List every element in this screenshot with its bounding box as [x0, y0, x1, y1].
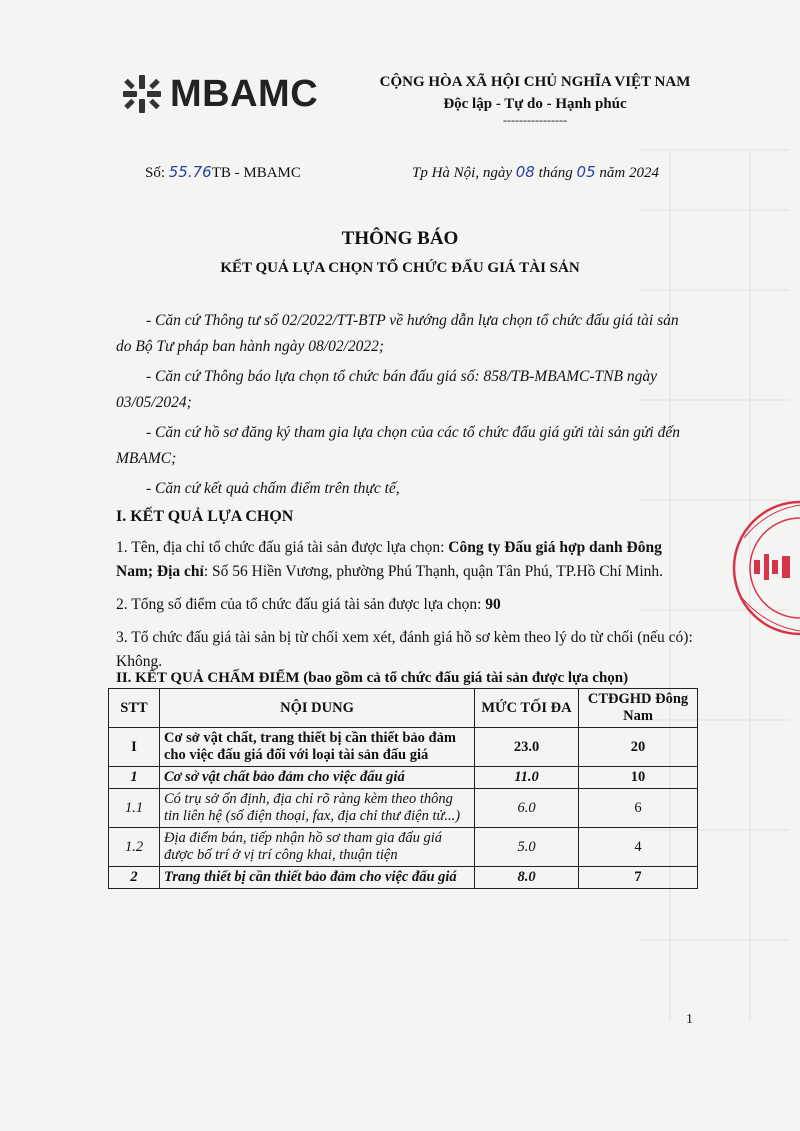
table-row: 1.1 Có trụ sở ổn định, địa chỉ rõ ràng kèm theo thông tin liên hệ (số điện thoại, fax, địa chỉ thư điện tử...) 6.0 6 — [109, 789, 698, 828]
header-content: NỘI DUNG — [160, 689, 475, 728]
page-number: 1 — [686, 1012, 693, 1027]
national-title: CỘNG HÒA XÃ HỘI CHỦ NGHĨA VIỆT NAM — [379, 74, 691, 90]
document-subtitle: KẾT QUẢ LỰA CHỌN TỔ CHỨC ĐẤU GIÁ TÀI SẢN — [220, 260, 580, 276]
result-item-2: 2. Tổng số điểm của tổ chức đấu giá tài sản được lựa chọn: 90 — [116, 596, 501, 613]
handwritten-day: 08 — [515, 163, 535, 181]
red-seal-stamp-icon — [730, 498, 800, 638]
total-score: 90 — [485, 596, 501, 613]
document-title: THÔNG BÁO — [341, 228, 459, 249]
handwritten-month: 05 — [576, 163, 596, 181]
result-item-3: 3. Tổ chức đấu giá tài sản bị từ chối xem xét, đánh giá hồ sơ kèm theo lý do từ chối (nếu có): Không. — [116, 629, 693, 670]
company-logo — [120, 72, 318, 116]
legal-basis — [116, 308, 696, 506]
table-row: 1 Cơ sở vật chất bảo đảm cho việc đấu giá 11.0 10 — [109, 767, 698, 789]
handwritten-number: 55.76 — [168, 163, 212, 181]
table-header-row — [109, 689, 698, 728]
section1-heading: I. KẾT QUẢ LỰA CHỌN — [116, 508, 294, 525]
header-divider: ---------------- — [503, 113, 567, 127]
table-row: 2 Trang thiết bị cần thiết bảo đảm cho việc đấu giá 8.0 7 — [109, 867, 698, 889]
header-max: MỨC TỐI ĐA — [475, 689, 579, 728]
header-score: CTĐGHD Đông Nam — [579, 689, 698, 728]
basis-item: - Căn cứ kết quả chấm điểm trên thực tế, — [146, 480, 400, 497]
date-line: Tp Hà Nội, ngày 08 tháng 05 năm 2024 — [412, 163, 659, 181]
table-row: 1.2 Địa điểm bán, tiếp nhận hồ sơ tham gia đấu giá được bố trí ở vị trí công khai, thuận tiện 5.0 4 — [109, 828, 698, 867]
national-motto: Độc lập - Tự do - Hạnh phúc — [443, 96, 627, 112]
basis-item: - Căn cứ Thông tư số 02/2022/TT-BTP về hướng dẫn lựa chọn tổ chức đấu giá tài sản do Bộ Tư pháp ban hành ngày 08/02/2022; — [116, 312, 679, 355]
logo-text: MBAMC — [170, 72, 319, 115]
score-table — [108, 688, 698, 889]
basis-item: - Căn cứ Thông báo lựa chọn tổ chức bán đấu giá số: 858/TB-MBAMC-TNB ngày 03/05/2024; — [116, 368, 657, 411]
national-header — [360, 74, 710, 128]
document-number: Số: 55.76TB - MBAMC — [145, 163, 301, 181]
header-stt: STT — [109, 689, 160, 728]
logo-star-icon — [120, 72, 164, 116]
section1-body — [116, 536, 696, 683]
section2-heading: II. KẾT QUẢ CHẤM ĐIỂM (bao gồm cả tổ chức đấu giá tài sản được lựa chọn) — [116, 670, 629, 686]
basis-item: - Căn cứ hồ sơ đăng ký tham gia lựa chọn của các tổ chức đấu giá gửi tài sản gửi đến MBAMC; — [116, 424, 680, 467]
result-item-1: 1. Tên, địa chỉ tổ chức đấu giá tài sản được lựa chọn: Công ty Đấu giá hợp danh Đông Nam; Địa chỉ: Số 56 Hiền Vương, phường Phú Thạnh, quận Tân Phú, TP.Hồ Chí Minh. — [116, 539, 664, 580]
selected-org-name: Công ty Đấu giá hợp danh Đông Nam; — [116, 539, 662, 580]
table-row: I Cơ sở vật chất, trang thiết bị cần thiết bảo đảm cho việc đấu giá đối với loại tài sản đấu giá 23.0 20 — [109, 728, 698, 767]
